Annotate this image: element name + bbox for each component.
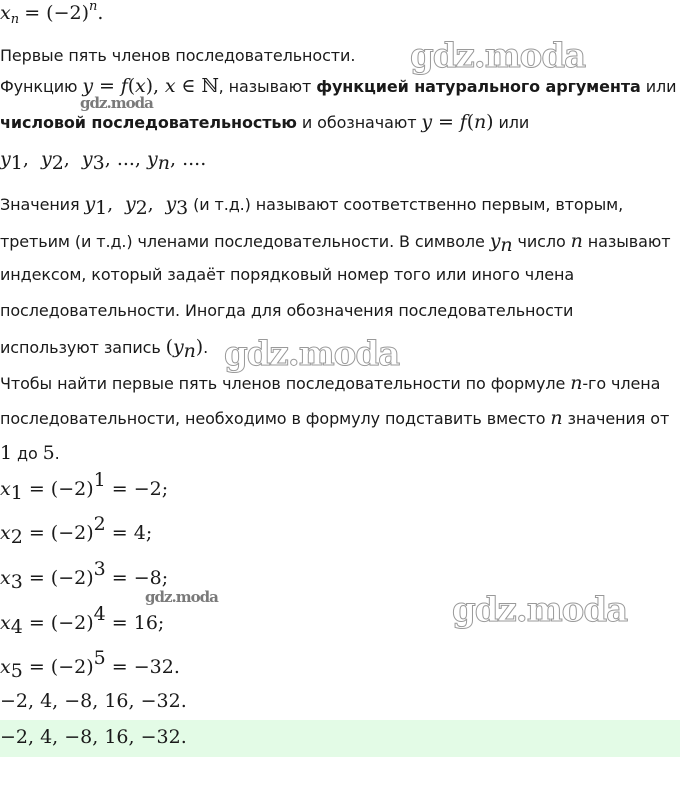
term-row: $x_4 = (-2)^4 = 16$; xyxy=(0,603,165,638)
term-row: $x_2 = (-2)^2 = 4$; xyxy=(0,513,153,548)
paragraph-function-def: Функцию y = f(x), x ∈ ℕ, называют функцией натурального аргумента или xyxy=(0,75,677,97)
paragraph-record: используют запись $(y_n)$. xyxy=(0,336,209,362)
paragraph-find-five: Чтобы найти первые пять членов последовательности по формуле n-го члена xyxy=(0,372,661,394)
sequence-result: −2, 4, −8, 16, −32. xyxy=(0,690,187,712)
watermark: gdz.moda xyxy=(145,588,218,606)
paragraph-range: 1 до 5. xyxy=(0,442,60,464)
paragraph-sequence-def: числовой последовательностью и обозначают y = f(n) или xyxy=(0,111,530,133)
paragraph-members: третьим (и т.д.) членами последовательности. В символе $y_n$ число n называют xyxy=(0,230,671,256)
term-row: $x_5 = (-2)^5 = -32$. xyxy=(0,647,180,682)
paragraph-notation: последовательности. Иногда для обозначения последовательности xyxy=(0,301,574,320)
paragraph-values: Значения $y_1$, $y_2$, $y_3$ (и т.д.) называют соответственно первым, вторым, xyxy=(0,193,624,219)
paragraph-first-five: Первые пять членов последовательности. xyxy=(0,46,356,65)
term-row: $x_1 = (-2)^1 = -2$; xyxy=(0,469,169,504)
answer-box xyxy=(0,720,680,757)
watermark: gdz.moda xyxy=(452,590,628,630)
formula-sequence-notation: $y_1$, $y_2$, $y_3$, ..., $y_n$, .... xyxy=(0,148,207,174)
watermark: gdz.moda xyxy=(224,334,400,374)
paragraph-substitute: последовательности, необходимо в формулу подставить вместо n значения от xyxy=(0,407,670,429)
paragraph-index: индексом, который задаёт порядковый номер того или иного члена xyxy=(0,265,575,284)
watermark: gdz.moda xyxy=(410,36,586,76)
formula-xn: $x_n = (-2)^n$. xyxy=(0,0,104,27)
watermark: gdz.moda xyxy=(80,94,153,112)
term-row: $x_3 = (-2)^3 = -8$; xyxy=(0,558,169,593)
answer-text: −2, 4, −8, 16, −32. xyxy=(0,726,187,748)
